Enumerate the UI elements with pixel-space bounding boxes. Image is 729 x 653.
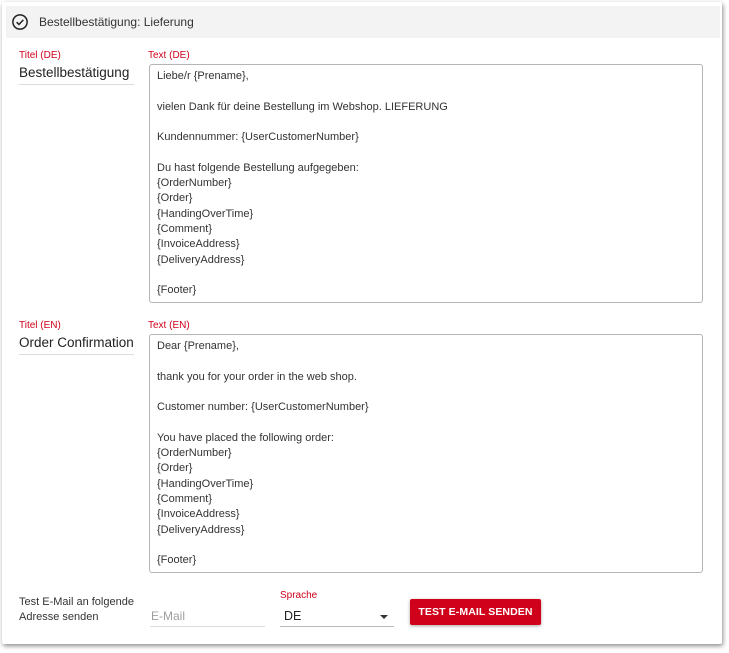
language-value: DE <box>284 609 302 623</box>
title-de-field[interactable]: Bestellbestätigung <box>19 65 134 85</box>
title-en-field[interactable]: Order Confirmation <box>19 335 134 355</box>
test-email-input[interactable]: E-Mail <box>150 607 265 627</box>
language-select[interactable] <box>280 605 394 627</box>
test-email-label <box>19 595 134 625</box>
check-circle-icon <box>11 13 29 31</box>
text-en-textarea[interactable]: Dear {Prename}, thank you for your order in the web shop. Customer number: {UserCustomerNumber} You have placed the following order: {OrderNumber} {Order} {HandingOverTime} {Comment} {InvoiceAddress} {DeliveryAddress} {Footer} <box>149 334 703 573</box>
text-de-label: Text (DE) <box>148 50 190 61</box>
title-en-label: Titel (EN) <box>19 320 61 331</box>
template-title: Bestellbestätigung: Lieferung <box>39 15 194 29</box>
test-email-label-line1: Test E-Mail an folgende <box>19 596 134 608</box>
language-label: Sprache <box>280 590 318 601</box>
text-en-label: Text (EN) <box>148 320 190 331</box>
test-email-label-line2: Adresse senden <box>19 611 99 623</box>
title-de-label: Titel (DE) <box>19 50 61 61</box>
send-test-email-button[interactable]: TEST E-MAIL SENDEN <box>410 599 541 625</box>
dropdown-arrow-icon <box>380 615 388 619</box>
text-de-textarea[interactable]: Liebe/r {Prename}, vielen Dank für deine Bestellung im Webshop. LIEFERUNG Kundennummer: {UserCustomerNumber} Du hast folgende Bestellung aufgegeben: {OrderNumber} {Order} {HandingOverTime} {Comment} {InvoiceAddress} {DeliveryAddress} {Footer} <box>149 64 703 303</box>
template-header[interactable] <box>6 6 720 38</box>
template-panel <box>2 2 722 644</box>
